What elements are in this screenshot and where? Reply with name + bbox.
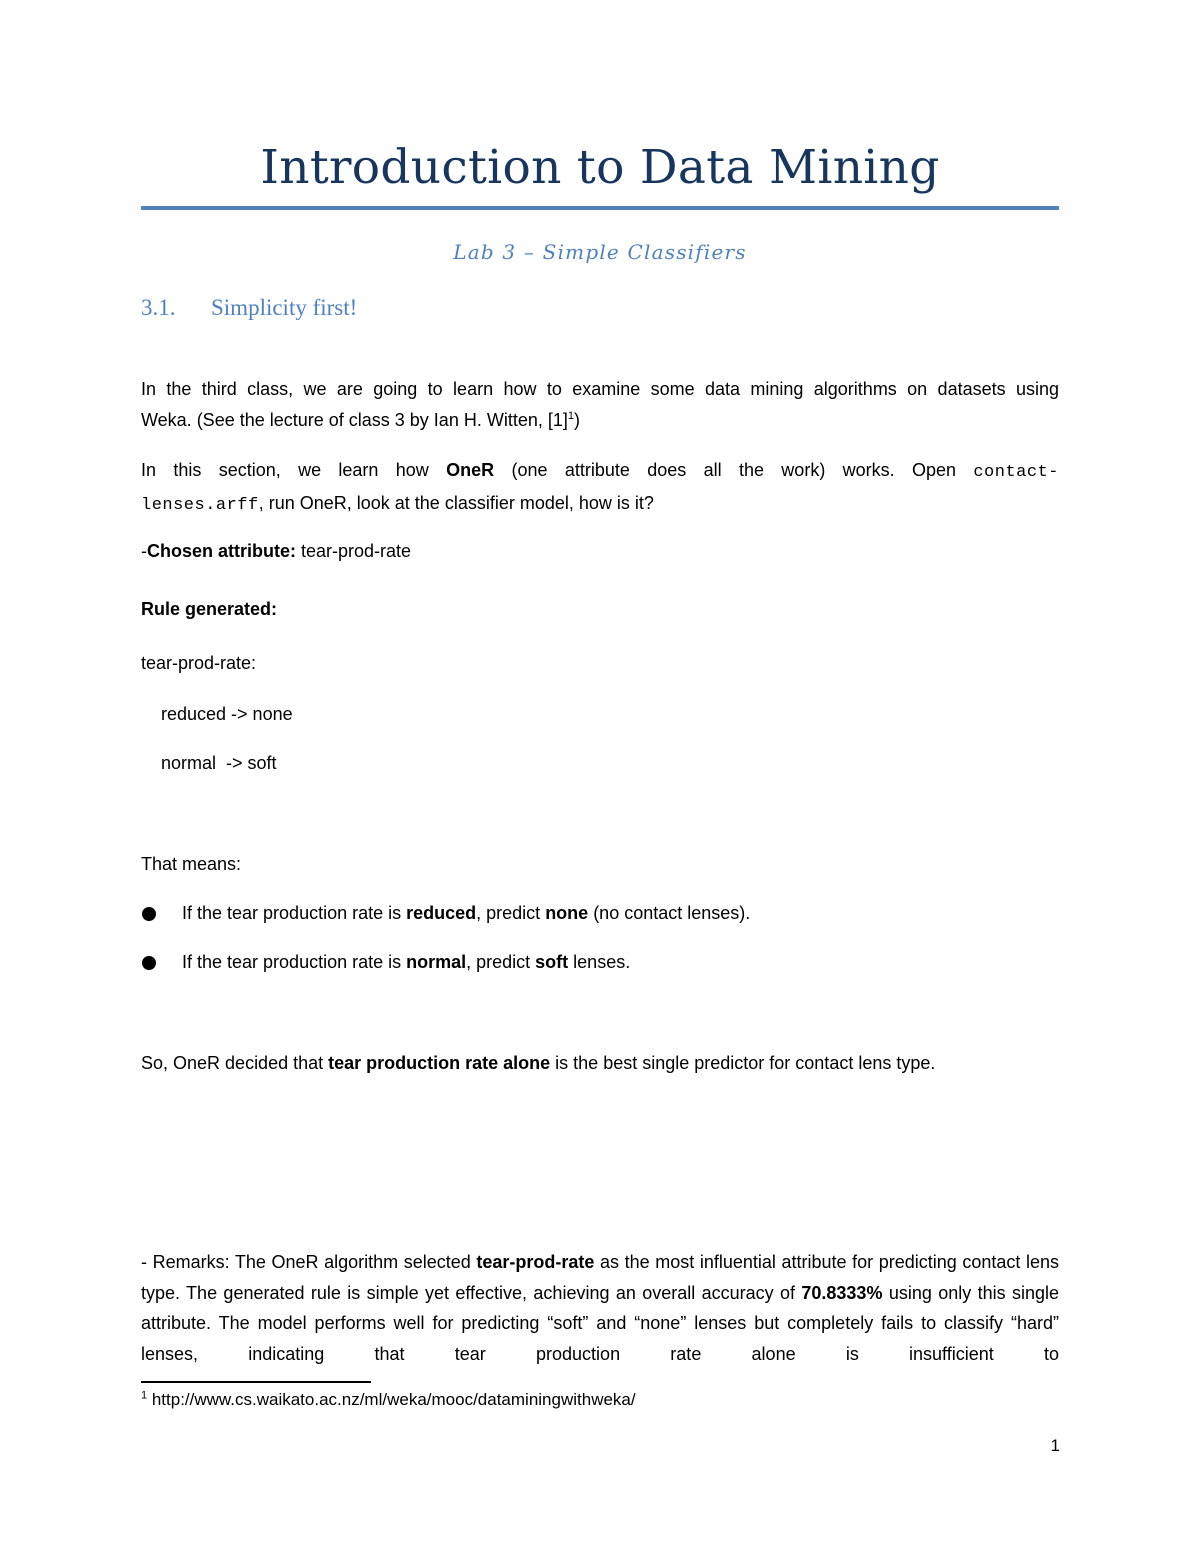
footnote-separator xyxy=(141,1381,371,1383)
section-heading xyxy=(141,295,1059,321)
intro-paragraph xyxy=(141,374,1059,436)
footnote-link[interactable]: http://www.cs.waikato.ac.nz/ml/weka/mooc/dataminingwithweka/ xyxy=(147,1390,636,1409)
footnote-number: 1 xyxy=(141,1389,148,1402)
document-page: Introduction to Data Mining Lab 3 – Simple Classifiers 3.1. Simplicity first! In the third class, we are going to learn how to examine some data mining algorithms on datasets using Weka. (See the lecture of class 3 by Ian H. Witten, $[1]^1$) In this section, we learn how OneR (one attribute does all the work) works. Open contact- lenses.arff, run OneR, look at the classifier model, how is it? -Chosen attribute: tear-prod-rate Rule generated: tear-prod-rate: reduced -> none normal -> soft That means: If the tear production rate is reduced, predict none (no contact lenses). If the tear production rate is normal, predict soft lenses. So, OneR decided that tear production rate alone is the best single predictor for contact lens type. - Remarks: The OneR algorithm selected tear-prod-rate as the most influential attribute for predicting contact lens type. The generated rule is simple yet effective, achieving an overall accuracy of 70.8333% using only this single attribute. The model performs well for predicting “soft” and “none” lenses but completely fails to classify “hard” lenses, indicating that tear production rate alone is insufficient to $^1$ http://www.cs.waikato.ac.nz/ml/weka/mooc/dataminingwithweka/ 1 xyxy=(0,0,1200,1553)
rule-heading: Rule generated: xyxy=(141,599,278,619)
section-title: Simplicity first! xyxy=(211,295,358,320)
section-number: 3.1. xyxy=(141,295,176,320)
footnote xyxy=(141,1386,1059,1414)
filename-part-1: contact- xyxy=(973,463,1059,482)
that-means: That means: xyxy=(141,854,242,874)
oner-term: OneR xyxy=(446,460,495,480)
lab-subtitle: Lab 3 – Simple Classifiers xyxy=(453,240,747,264)
chosen-attribute-value: tear-prod-rate xyxy=(296,541,412,561)
title-underline xyxy=(141,206,1059,210)
filename-part-2: lenses.arff xyxy=(141,496,259,515)
rule-line-normal: normal -> soft xyxy=(161,753,277,773)
bullet-dot-icon xyxy=(142,956,156,970)
remarks-paragraph: - Remarks: The OneR algorithm selected tear-prod-rate as the most influential attribute for predicting contact lens type. The generated rule is simple yet effective, achieving an overall accuracy of 70.8333% using only this single attribute. The model performs well for predicting “soft” and “none” lenses but completely fails to classify “hard” lenses, indicating that tear production rate alone is insufficient to xyxy=(141,1252,1060,1364)
footnote-ref[interactable]: 1 xyxy=(567,410,574,422)
chosen-attribute-label: Chosen attribute: xyxy=(147,541,297,561)
page-number: 1 xyxy=(1050,1436,1060,1455)
intro-line-2: Weka. (See the lecture of class 3 by Ian H. Witten, $[1]^1$) xyxy=(141,410,580,430)
document-title: Introduction to Data Mining xyxy=(260,140,940,195)
bullet-dot-icon xyxy=(142,907,156,921)
chosen-attribute: -Chosen attribute: tear-prod-rate xyxy=(141,541,412,561)
conclusion-paragraph: So, OneR decided that tear production rate alone is the best single predictor for contact lens type. xyxy=(141,1053,936,1073)
section-line-1: In this section, we learn how OneR (one attribute does all the work) works. Open contact- xyxy=(141,460,1059,482)
section-line-2: lenses.arff, run OneR, look at the classifier model, how is it? xyxy=(141,493,654,515)
rule-line-reduced: reduced -> none xyxy=(161,704,293,724)
intro-line-1: In the third class, we are going to learn how to examine some data mining algorithms on datasets using xyxy=(141,379,1059,399)
section-paragraph xyxy=(141,455,1059,521)
rule-attribute: tear-prod-rate: xyxy=(141,653,257,673)
